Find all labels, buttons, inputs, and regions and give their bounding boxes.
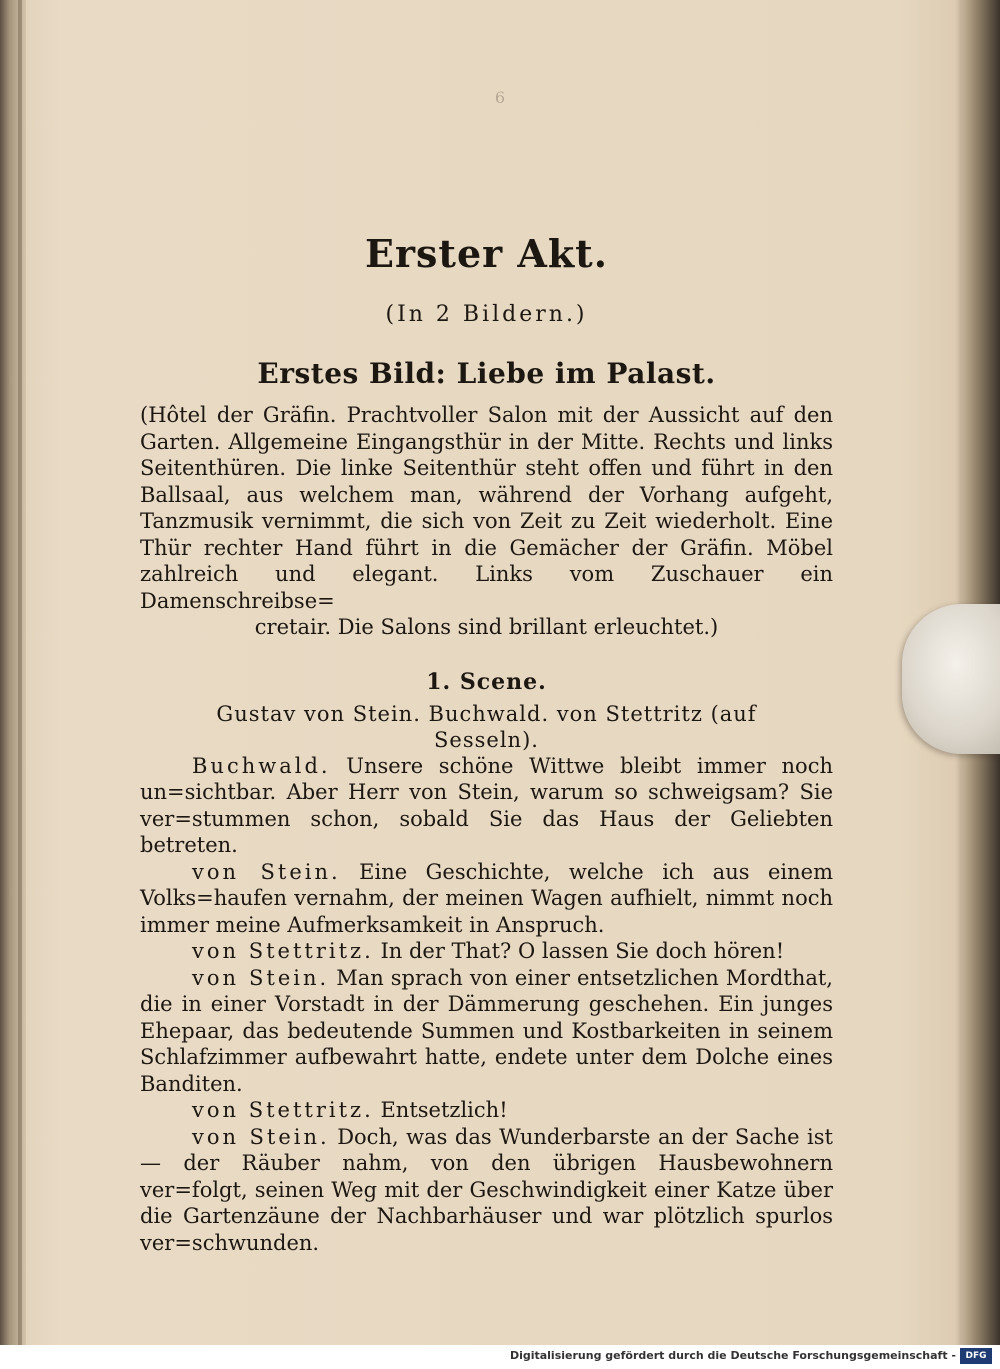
speaker-name: von Stettritz. [192, 1098, 374, 1122]
speaker-name: von Stettritz. [192, 939, 374, 963]
dialogue-text: Man sprach von einer entsetzlichen Mordthat, die in einer Vorstadt in der Dämmerung geschehen. Ein junges Ehepaar, das bedeutende Summen und Kostbarkeiten in seinem Schlafzimmer aufbewahrt hatte, endete unter dem Dolche eines Banditen. [140, 965, 833, 1096]
dialogue-line [140, 1097, 833, 1124]
dialogue-line [140, 965, 833, 1098]
stage-direction [140, 402, 833, 641]
speaker-name: von Stein. [192, 859, 341, 884]
dfg-logo: DFG [960, 1348, 992, 1364]
dialogue-text: Eine Geschichte, welche ich aus einem Volks=haufen vernahm, der meinen Wagen aufhielt, nimmt noch immer meine Aufmerksamkeit in Anspruch. [140, 859, 833, 937]
book-spine [18, 0, 22, 1345]
speaker-name: Buchwald. [192, 753, 331, 778]
stage-direction-end: cretair. Die Salons sind brillant erleuchtet.) [254, 615, 719, 639]
facing-page-edge [0, 0, 26, 1345]
page-text [140, 230, 833, 1256]
cast-line: Gustav von Stein. Buchwald. von Stettritz (auf [216, 701, 757, 726]
page-clip-holder [902, 604, 1000, 754]
speaker-name: von Stein. [192, 1124, 330, 1149]
cast-list [140, 701, 833, 753]
digitization-footer [0, 1345, 1000, 1369]
dialogue-text: Unsere schöne Wittwe bleibt immer noch un=sichtbar. Aber Herr von Stein, warum so schweigsam? Sie ver=stummen schon, sobald Sie das Haus der Geliebten betreten. [140, 753, 833, 857]
act-subtitle: (In 2 Bildern.) [385, 302, 588, 327]
funding-credit: Digitalisierung gefördert durch die Deutsche Forschungsgemeinschaft - [509, 1349, 956, 1362]
speaker-name: von Stein. [192, 965, 330, 990]
page-number: 6 [494, 88, 506, 107]
act-title: Erster Akt. [365, 231, 608, 276]
dialogue-text: Doch, was das Wunderbarste an der Sache ist — der Räuber nahm, von den übrigen Hausbewohnern ver=folgt, seinen Weg mit der Geschwindigkeit einer Katze über die Gartenzäune der Nachbarhäuser und war plötzlich spurlos ver=schwunden. [140, 1124, 833, 1255]
dialogue-text: Entsetzlich! [380, 1098, 508, 1122]
dialogue-line [140, 859, 833, 939]
stage-direction-text: (Hôtel der Gräfin. Prachtvoller Salon mit der Aussicht auf den Garten. Allgemeine Eingangsthür in der Mitte. Rechts und links Seitenthüren. Die linke Seitenthür steht offen und führt in den Ballsaal, aus welchem man, während der Vorhang aufgeht, Tanzmusik vernimmt, die sich von Zeit zu Zeit wiederholt. Eine Thür rechter Hand führt in die Gemächer der Gräfin. Möbel zahlreich und elegant. Links vom Zuschauer ein Damenschreibse= [140, 403, 833, 613]
scene-number: 1. Scene. [426, 668, 547, 695]
dialogue-text: In der That? O lassen Sie doch hören! [380, 939, 785, 963]
dialogue-line [140, 1124, 833, 1257]
cast-line: Sesseln). [434, 727, 539, 752]
dialogue-line [140, 753, 833, 859]
scene-title: Erstes Bild: Liebe im Palast. [257, 357, 716, 390]
dialogue-line [140, 938, 833, 965]
